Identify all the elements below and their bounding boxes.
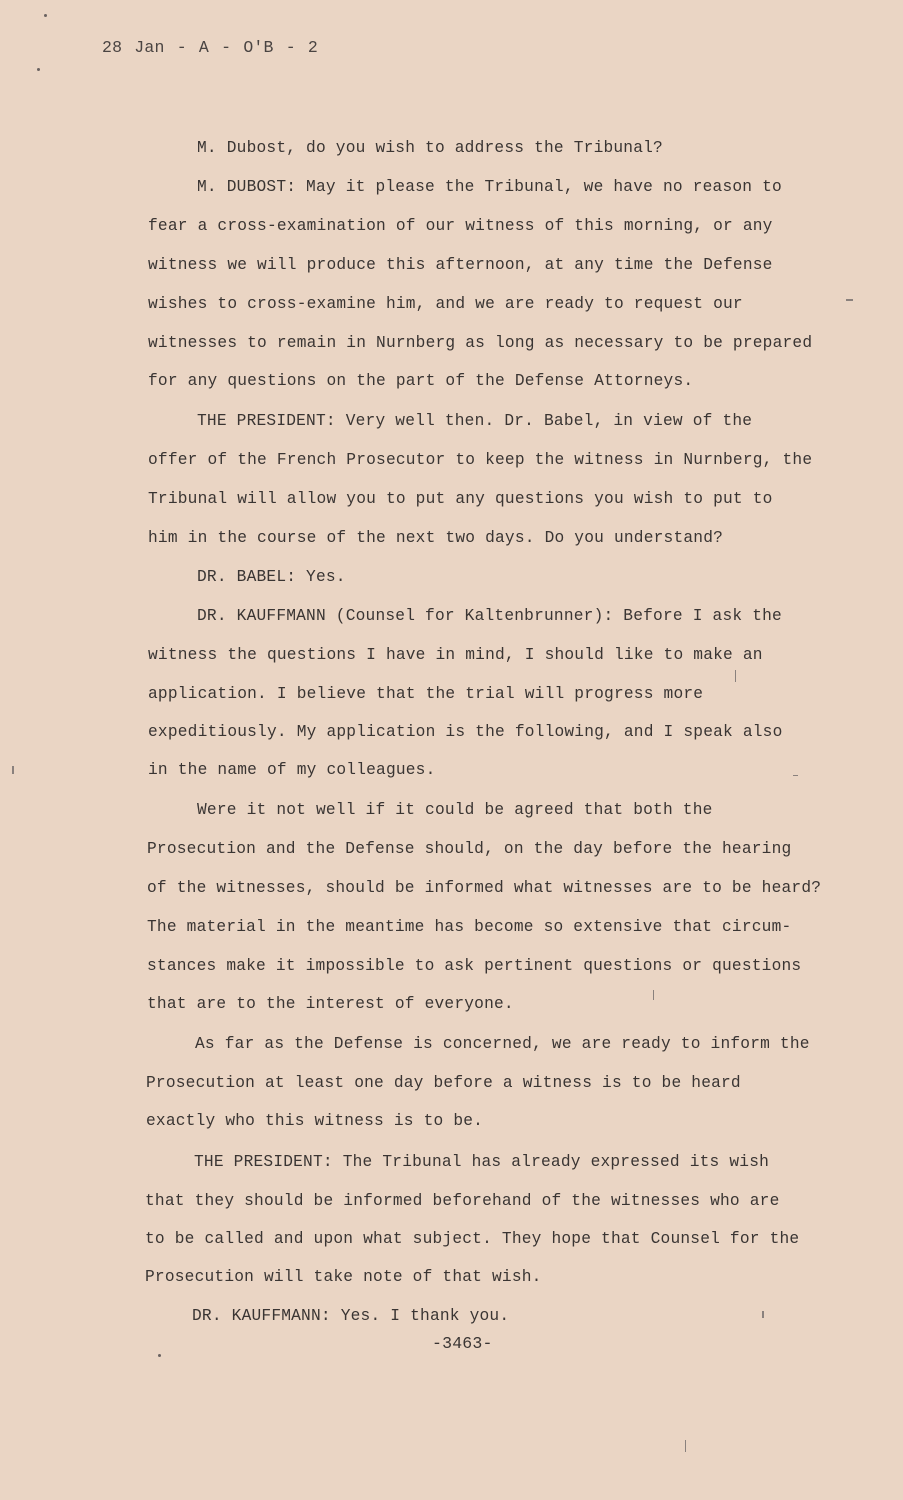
text-line: Prosecution will take note of that wish. [145, 1268, 542, 1286]
paper-speck [44, 14, 47, 17]
page-header: 28 Jan - A - O'B - 2 [102, 38, 319, 57]
text-line: that are to the interest of everyone. [147, 995, 514, 1013]
page-number: -3463- [432, 1334, 493, 1353]
text-line: Tribunal will allow you to put any questions you wish to put to [148, 490, 773, 508]
paper-mark [12, 766, 14, 774]
text-line: THE PRESIDENT: The Tribunal has already expressed its wish [194, 1153, 770, 1171]
text-line: Prosecution at least one day before a witness is to be heard [146, 1074, 741, 1092]
paper-mark [735, 670, 736, 682]
text-line: stances make it impossible to ask pertinent questions or questions [147, 957, 802, 975]
text-line: offer of the French Prosecutor to keep the witness in Nurnberg, the [148, 451, 813, 469]
paper-mark [762, 1311, 764, 1318]
text-line: DR. KAUFFMANN (Counsel for Kaltenbrunner): Before I ask the [197, 607, 782, 625]
text-line: fear a cross-examination of our witness of this morning, or any [148, 217, 773, 235]
text-line: The material in the meantime has become so extensive that circum- [147, 918, 792, 936]
text-line: exactly who this witness is to be. [146, 1112, 484, 1130]
text-line: DR. KAUFFMANN: Yes. I thank you. [192, 1307, 510, 1325]
text-line: him in the course of the next two days. Do you understand? [148, 529, 724, 547]
text-line: witness we will produce this afternoon, at any time the Defense [148, 256, 773, 274]
paper-mark [793, 775, 798, 776]
paper-mark [685, 1440, 686, 1452]
text-line: in the name of my colleagues. [148, 761, 436, 779]
text-line: for any questions on the part of the Defense Attorneys. [148, 372, 694, 390]
text-line: DR. BABEL: Yes. [197, 568, 346, 586]
text-line: As far as the Defense is concerned, we are ready to inform the [195, 1035, 810, 1053]
text-line: THE PRESIDENT: Very well then. Dr. Babel, in view of the [197, 412, 753, 430]
text-line: M. DUBOST: May it please the Tribunal, we have no reason to [197, 178, 782, 196]
text-line: expeditiously. My application is the following, and I speak also [148, 723, 783, 741]
text-line: that they should be informed beforehand of the witnesses who are [145, 1192, 780, 1210]
paper-speck [37, 68, 40, 71]
paper-mark [653, 990, 654, 1000]
text-line: to be called and upon what subject. They hope that Counsel for the [145, 1230, 800, 1248]
text-line: of the witnesses, should be informed what witnesses are to be heard? [147, 879, 822, 897]
text-line: Prosecution and the Defense should, on the day before the hearing [147, 840, 792, 858]
paper-speck [158, 1354, 161, 1357]
text-line: witnesses to remain in Nurnberg as long as necessary to be prepared [148, 334, 813, 352]
text-line: wishes to cross-examine him, and we are ready to request our [148, 295, 743, 313]
paper-mark [846, 299, 853, 301]
text-line: Were it not well if it could be agreed that both the [197, 801, 713, 819]
text-line: application. I believe that the trial will progress more [148, 685, 704, 703]
text-line: witness the questions I have in mind, I should like to make an [148, 646, 763, 664]
text-line: M. Dubost, do you wish to address the Tribunal? [197, 139, 663, 157]
